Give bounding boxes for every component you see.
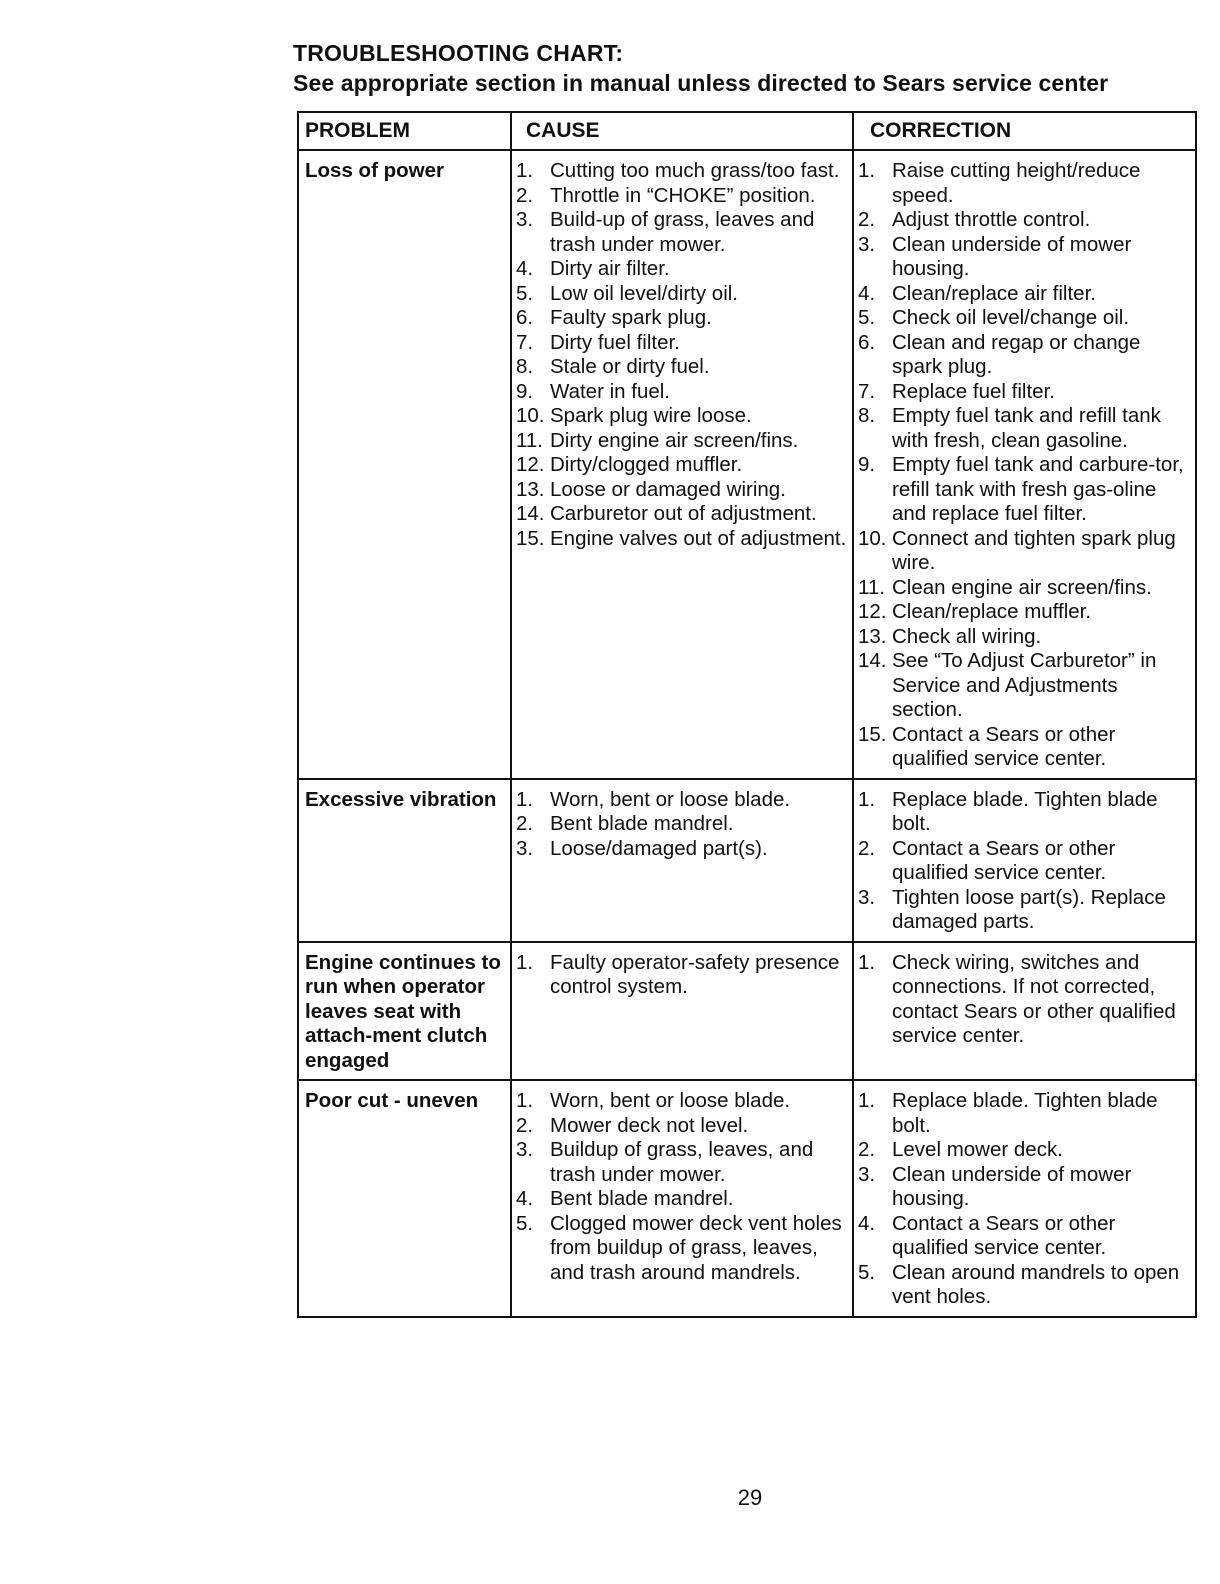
correction-item	[858, 159, 1191, 208]
cause-item-number: 11.	[516, 428, 543, 452]
correction-item-number: 1.	[858, 950, 876, 974]
cause-item-number: 5.	[516, 281, 534, 305]
cause-item-text: Loose or damaged wiring.	[550, 477, 786, 501]
cause-item-text: Throttle in “CHOKE” position.	[550, 183, 816, 207]
correction-item-text: Clean and regap or change spark plug.	[892, 330, 1141, 378]
chart-subtitle: See appropriate section in manual unless directed to Sears service center	[293, 70, 1109, 96]
cause-item-text: Mower deck not level.	[550, 1113, 749, 1137]
correction-item-number: 4.	[858, 281, 876, 305]
correction-item-number: 1.	[858, 1089, 876, 1112]
correction-item-text: Raise cutting height/reduce speed.	[892, 159, 1141, 207]
cause-item-number: 1.	[516, 159, 534, 182]
cause-item	[516, 257, 848, 282]
cause-item-text: Stale or dirty fuel.	[550, 355, 710, 378]
correction-item	[858, 600, 1191, 625]
cause-item	[516, 478, 848, 503]
correction-item-text: Clean underside of mower housing.	[892, 232, 1132, 280]
correction-item-number: 2.	[858, 208, 876, 231]
correction-item-text: Adjust throttle control.	[892, 208, 1091, 231]
correction-item	[858, 453, 1191, 527]
table-header-row	[298, 112, 1196, 150]
correction-item-text: Clean/replace muffler.	[892, 600, 1092, 623]
cause-item-text: Clogged mower deck vent holes from buildup of grass, leaves, and trash around mandrels.	[550, 1211, 842, 1284]
cause-item-number: 3.	[516, 208, 534, 231]
cause-item	[516, 1187, 848, 1212]
correction-list	[858, 788, 1191, 935]
correction-item-number: 11.	[858, 575, 885, 599]
correction-item-text: Replace blade. Tighten blade bolt.	[892, 1089, 1158, 1137]
chart-title: TROUBLESHOOTING CHART:	[293, 40, 624, 66]
correction-item	[858, 233, 1191, 282]
cause-item	[516, 159, 848, 184]
correction-item	[858, 625, 1191, 650]
correction-item	[858, 886, 1191, 935]
correction-item-number: 15.	[858, 722, 887, 746]
table-row	[298, 150, 1196, 779]
correction-item-text: Replace blade. Tighten blade bolt.	[892, 787, 1158, 835]
cause-item-text: Faulty operator-safety presence control system.	[550, 950, 840, 998]
header-problem: PROBLEM	[298, 112, 511, 150]
correction-item	[858, 404, 1191, 453]
correction-item	[858, 380, 1191, 405]
table-row	[298, 942, 1196, 1081]
cause-item-text: Cutting too much grass/too fast.	[550, 159, 840, 182]
cause-list	[516, 159, 848, 551]
correction-item-text: Check all wiring.	[892, 624, 1042, 648]
correction-item-number: 8.	[858, 404, 876, 427]
cause-item-number: 6.	[516, 306, 534, 329]
problem-cell: Poor cut - uneven	[298, 1080, 511, 1317]
correction-item-text: Contact a Sears or other qualified service center.	[892, 722, 1116, 770]
cause-item-number: 1.	[516, 950, 534, 974]
cause-item-text: Dirty engine air screen/fins.	[550, 428, 799, 452]
cause-item	[516, 951, 848, 1000]
correction-item-number: 12.	[858, 600, 887, 623]
correction-item-number: 10.	[858, 526, 887, 550]
correction-item-text: Check wiring, switches and connections. If not corrected, contact Sears or other qualified service center.	[892, 950, 1176, 1047]
problem-cell: Engine continues to run when operator leaves seat with attach-ment clutch engaged	[298, 942, 511, 1081]
correction-item-text: Empty fuel tank and refill tank with fresh, clean gasoline.	[892, 404, 1161, 452]
correction-item	[858, 837, 1191, 886]
cause-item-number: 3.	[516, 836, 534, 860]
cause-item-text: Carburetor out of adjustment.	[550, 502, 817, 525]
correction-cell	[853, 150, 1196, 779]
correction-list	[858, 951, 1191, 1049]
correction-item-number: 6.	[858, 330, 876, 354]
cause-item	[516, 1212, 848, 1286]
cause-item-text: Dirty air filter.	[550, 257, 670, 280]
correction-item-text: Clean underside of mower housing.	[892, 1162, 1132, 1210]
cause-item-number: 8.	[516, 355, 534, 378]
table-row	[298, 779, 1196, 942]
cause-item	[516, 331, 848, 356]
correction-item	[858, 1138, 1191, 1163]
correction-item-number: 3.	[858, 232, 876, 256]
correction-item-number: 3.	[858, 1162, 876, 1186]
correction-item	[858, 576, 1191, 601]
correction-item-text: Clean engine air screen/fins.	[892, 575, 1152, 599]
correction-item-text: Tighten loose part(s). Replace damaged parts.	[892, 885, 1166, 933]
correction-item-number: 13.	[858, 624, 887, 648]
correction-item-number: 9.	[858, 453, 876, 476]
cause-item-number: 15.	[516, 526, 545, 550]
correction-item-text: Connect and tighten spark plug wire.	[892, 526, 1176, 574]
cause-item-number: 2.	[516, 1113, 534, 1137]
correction-item	[858, 1261, 1191, 1310]
cause-cell	[511, 1080, 853, 1317]
cause-item-text: Water in fuel.	[550, 379, 671, 403]
cause-item	[516, 355, 848, 380]
header-correction: CORRECTION	[853, 112, 1196, 150]
cause-item-text: Worn, bent or loose blade.	[550, 1089, 791, 1112]
correction-item	[858, 1089, 1191, 1138]
cause-item-text: Dirty/clogged muffler.	[550, 453, 743, 476]
problem-cell: Loss of power	[298, 150, 511, 779]
correction-item-text: Level mower deck.	[892, 1138, 1063, 1161]
cause-item-text: Low oil level/dirty oil.	[550, 281, 738, 305]
cause-item-number: 1.	[516, 1089, 534, 1112]
cause-item-text: Loose/damaged part(s).	[550, 836, 768, 860]
cause-item	[516, 837, 848, 862]
cause-item-text: Engine valves out of adjustment.	[550, 526, 847, 550]
cause-item-text: Build-up of grass, leaves and trash under mower.	[550, 208, 815, 256]
cause-item-number: 12.	[516, 453, 545, 476]
cause-item-number: 2.	[516, 183, 534, 207]
cause-item	[516, 502, 848, 527]
correction-item-number: 1.	[858, 787, 876, 811]
cause-item-number: 10.	[516, 404, 545, 427]
correction-item-text: See “To Adjust Carburetor” in Service and Adjustments section.	[892, 649, 1157, 721]
problem-cell: Excessive vibration	[298, 779, 511, 942]
cause-cell	[511, 150, 853, 779]
cause-list	[516, 788, 848, 862]
cause-item-text: Spark plug wire loose.	[550, 404, 752, 427]
correction-item	[858, 951, 1191, 1049]
correction-item-text: Contact a Sears or other qualified service center.	[892, 836, 1116, 884]
correction-item-text: Check oil level/change oil.	[892, 306, 1130, 329]
correction-item	[858, 331, 1191, 380]
correction-cell	[853, 779, 1196, 942]
chart-heading	[293, 38, 1203, 98]
cause-item-text: Buildup of grass, leaves, and trash under mower.	[550, 1138, 814, 1186]
cause-item-number: 4.	[516, 257, 534, 280]
cause-item-number: 3.	[516, 1138, 534, 1161]
cause-item	[516, 1138, 848, 1187]
cause-item	[516, 812, 848, 837]
cause-item	[516, 1089, 848, 1114]
correction-list	[858, 159, 1191, 772]
correction-item	[858, 723, 1191, 772]
correction-item	[858, 788, 1191, 837]
cause-item-number: 1.	[516, 787, 534, 811]
correction-item	[858, 1212, 1191, 1261]
correction-list	[858, 1089, 1191, 1310]
correction-item-number: 1.	[858, 159, 876, 182]
cause-item	[516, 527, 848, 552]
cause-cell	[511, 779, 853, 942]
cause-item	[516, 788, 848, 813]
correction-cell	[853, 942, 1196, 1081]
cause-item-text: Bent blade mandrel.	[550, 1187, 734, 1210]
correction-item	[858, 208, 1191, 233]
correction-item-text: Clean/replace air filter.	[892, 281, 1096, 305]
page-number: 29	[737, 1485, 763, 1510]
cause-item	[516, 453, 848, 478]
troubleshooting-table	[297, 111, 1197, 1318]
cause-item	[516, 404, 848, 429]
correction-item-text: Clean around mandrels to open vent holes.	[892, 1260, 1180, 1308]
cause-item-number: 9.	[516, 379, 534, 403]
cause-item-number: 5.	[516, 1211, 534, 1235]
cause-item	[516, 282, 848, 307]
correction-item	[858, 282, 1191, 307]
cause-item-number: 4.	[516, 1187, 534, 1210]
correction-item	[858, 649, 1191, 723]
cause-item-text: Dirty fuel filter.	[550, 330, 680, 354]
cause-item-number: 7.	[516, 330, 534, 354]
cause-item	[516, 306, 848, 331]
correction-item	[858, 1163, 1191, 1212]
cause-item	[516, 208, 848, 257]
cause-item	[516, 184, 848, 209]
correction-item-number: 2.	[858, 836, 876, 860]
cause-item	[516, 1114, 848, 1139]
header-cause: CAUSE	[511, 112, 853, 150]
correction-item-number: 5.	[858, 1260, 876, 1284]
cause-item-number: 2.	[516, 812, 534, 835]
cause-item-text: Bent blade mandrel.	[550, 812, 734, 835]
cause-item	[516, 429, 848, 454]
cause-list	[516, 951, 848, 1000]
correction-item-number: 4.	[858, 1211, 876, 1235]
cause-item-number: 13.	[516, 477, 545, 501]
correction-item-text: Empty fuel tank and carbure-tor, refill tank with fresh gas-oline and replace fuel filter.	[892, 453, 1184, 525]
table-row	[298, 1080, 1196, 1317]
correction-item-number: 7.	[858, 379, 876, 403]
correction-cell	[853, 1080, 1196, 1317]
cause-item-text: Faulty spark plug.	[550, 306, 712, 329]
table-body	[298, 150, 1196, 1317]
cause-cell	[511, 942, 853, 1081]
correction-item-number: 14.	[858, 649, 887, 672]
correction-item-number: 2.	[858, 1138, 876, 1161]
cause-list	[516, 1089, 848, 1285]
correction-item	[858, 306, 1191, 331]
cause-item-number: 14.	[516, 502, 545, 525]
cause-item	[516, 380, 848, 405]
cause-item-text: Worn, bent or loose blade.	[550, 787, 791, 811]
correction-item-number: 3.	[858, 885, 876, 909]
correction-item-number: 5.	[858, 306, 876, 329]
correction-item-text: Contact a Sears or other qualified service center.	[892, 1211, 1116, 1259]
correction-item-text: Replace fuel filter.	[892, 379, 1055, 403]
correction-item	[858, 527, 1191, 576]
